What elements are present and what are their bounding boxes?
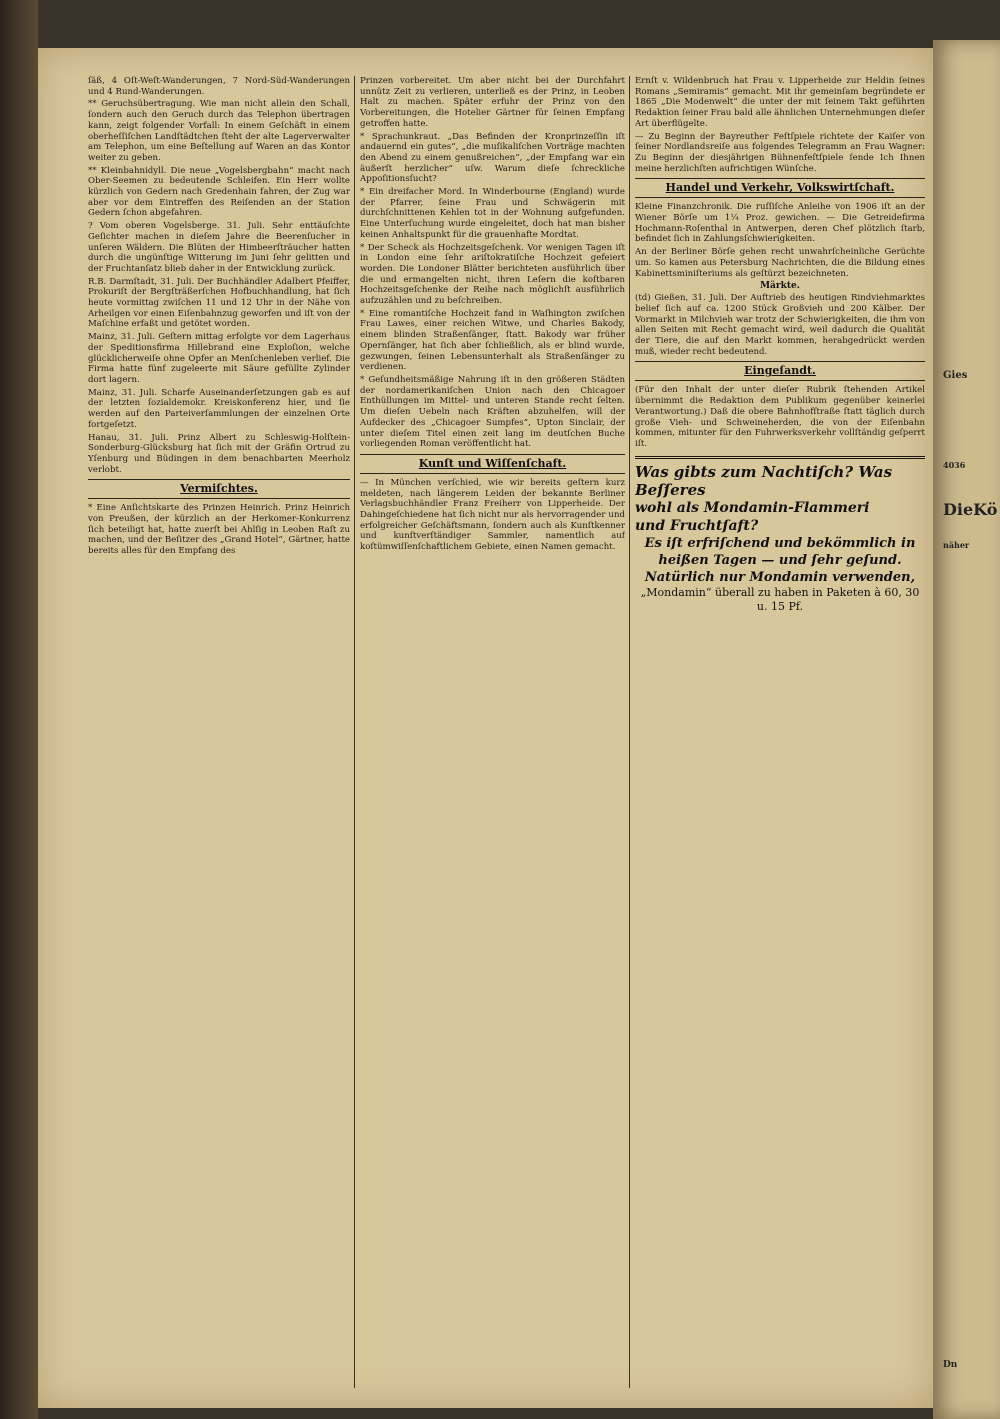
column-rule (354, 76, 355, 1388)
ad-line: wohl als Mondamin-Flammeri (635, 499, 870, 516)
ad-line: Natürlich nur Mondamin verwenden, (644, 569, 916, 585)
article-paragraph: ** Geruchsübertragung. Wie man nicht allein den Schall, ſondern auch den Geruch durch das Telephon übertragen kann, zeigt folgender Vorfall: In einem Geſchäft in einem oberheſſiſchen Landſtädtchen ſteht der alte Lagerverwalter am Telephon, um eine Beſtellung auf Waren an das Kontor weiter zu geben. (88, 99, 350, 163)
fragment-text: 4036 (943, 460, 966, 470)
article-paragraph: (td) Gießen, 31. Juli. Der Auftrieb des heutigen Rindviehmarktes belief ſich auf ca. 1200 Stück Großvieh und 200 Kälber. Der Vormarkt in Milchvieh war trotz der Schwierigkeiten, die ihm von allen Seiten mit Recht gemacht wird, weil dadurch die Qualität der Tiere, die auf den Markt kommen, herabgedrückt werden muß, wieder recht bedeutend. (635, 293, 925, 357)
column-2 (360, 76, 625, 1388)
article-paragraph: Mainz, 31. Juli. Scharfe Auseinanderſetzungen gab es auf der letzten ſozialdemokr. Kreiskonferenz hier, und ſie werden auf den Parteiverſammlungen der einzelnen Orte fortgeſetzt. (88, 387, 350, 430)
section-heading-vermischtes: Vermiſchtes. (88, 479, 350, 499)
article-paragraph: — Zu Beginn der Bayreuther Feſtſpiele richtete der Kaiſer von ſeiner Nordlandsreiſe aus folgendes Telegramm an Frau Wagner: Zu Beginn der diesjährigen Bühnenfeſtſpiele ſende Ich Ihnen meine herzlichſten aufrichtigen Wünſche. (635, 131, 925, 174)
ad-line: Es iſt erfriſchend und bekömmlich in (644, 535, 916, 551)
article-paragraph: Hanau, 31. Juli. Prinz Albert zu Schleswig-Holſtein-Sonderburg-Glücksburg hat ſich mit der Gräfin Ortrud zu Yſenburg und Büdingen in dem benachbarten Meerholz verlobt. (88, 432, 350, 475)
ad-line: heißen Tagen — und ſehr geſund. (658, 552, 902, 568)
column-rule (629, 76, 630, 1388)
section-heading-eingesandt: Eingeſandt. (635, 361, 925, 381)
article-paragraph: ſäß, 4 Oſt-Weſt-Wanderungen, 7 Nord-Süd-Wanderungen und 4 Rund-Wanderungen. (88, 76, 350, 97)
section-heading-handel: Handel und Verkehr, Volkswirtſchaft. (635, 178, 925, 198)
article-paragraph: (Für den Inhalt der unter dieſer Rubrik ſtehenden Artikel übernimmt die Redaktion dem Publikum gegenüber keinerlei Verantwortung.) Daß die obere Bahnhofſtraße ſtatt täglich durch große Vieh- und Schweineherden, die von der Eiſenbahn kommen, mitunter für den Fuhrwerksverkehr vollſtändig geſperrt iſt. (635, 385, 925, 449)
adjacent-page-edge (933, 40, 1000, 1419)
ad-line: „Mondamin“ überall zu haben in Paketen à 60, 30 u. 15 Pf. (640, 585, 920, 613)
article-paragraph: ** Kleinbahnidyll. Die neue „Vogelsbergbahn“ macht nach Ober-Seemen zu bedeutende Schleifen. Ein Herr wollte kürzlich von Gedern nach Gredenhain fahren, der Zug war aber vor dem Eintreffen des Reiſenden an der Station Gedern ſchon abgefahren. (88, 165, 350, 219)
column-1 (88, 76, 350, 1388)
column-3 (635, 76, 925, 1388)
fragment-text: Dn (943, 1360, 958, 1370)
article-paragraph: Mainz, 31. Juli. Geſtern mittag erfolgte vor dem Lagerhaus der Speditionsfirma Hillebrand eine Exploſion, welche glücklicherweiſe ohne Opfer an Menſchenleben verlief. Die Firma hatte fünf zugeleerte mit Säure gefüllte Zylinder dort lagern. (88, 332, 350, 385)
article-paragraph: — In München verſchied, wie wir bereits geſtern kurz meldeten, nach längerem Leiden der bekannte Berliner Verlagsbuchhändler Franz Freiherr von Lipperheide. Der Dahingeſchiedene hat ſich nicht nur als hervorragender und erfolgreicher Geſchäftsmann, ſondern auch als Kunſtkenner und kunſtverſtändiger Sammler, namentlich auf koſtümwiſſenſchaftlichem Gebiete, einen Namen gemacht. (360, 477, 625, 553)
subheading-maerkte: Märkte. (760, 281, 800, 292)
article-paragraph: * Sprachunkraut. „Das Befinden der Kronprinzeſſin iſt andauernd ein gutes“, „die muſikaliſchen Vorträge machten den Abend zu einem genußreichen“, „der Empfang war ein äußerſt herzlicher“ uſw. Warum dieſe ſchreckliche Appoſitionsſucht? (360, 131, 625, 185)
fragment-text: näher (943, 540, 970, 550)
article-paragraph: ? Vom oberen Vogelsberge. 31. Juli. Sehr enttäuſchte Geſichter machen in dieſem Jahre die Beerenſucher in unſeren Wäldern. Die Blüten der Himbeerſträucher hatten durch die ungünſtige Witterung im Juni ſehr gelitten und der Fruchtanſatz blieb daher in der Entwicklung zurück. (88, 221, 350, 274)
fragment-text: DieKö (943, 500, 998, 519)
article-paragraph: An der Berliner Börſe gehen recht unwahrſcheinliche Gerüchte um. So kamen aus Petersburg Nachrichten, die die Bildung eines Kabinettsminiſteriums als geſtürzt bezeichneten. (635, 247, 925, 279)
ad-line: Was gibts zum Nachtiſch? Was Beſſeres (635, 462, 893, 499)
article-paragraph: * Der Scheck als Hochzeitsgeſchenk. Vor wenigen Tagen iſt in London eine ſehr ariſtokratiſche Hochzeit gefeiert worden. Die Londoner Blätter berichteten ausführlich über die und ermangelten nicht, ihren Leſern die koſtbaren Hochzeitsgeſchenke der Reihe nach möglichſt ausführlich aufzuzählen und zu beſchreiben. (360, 242, 625, 307)
section-heading-kunst: Kunſt und Wiſſenſchaft. (360, 454, 625, 474)
article-paragraph: * Geſundheitsmäßige Nahrung iſt in den größeren Städten der nordamerikaniſchen Union nach den Chicagoer Enthüllungen im Mittel- und unteren Stande recht ſelten. Um dieſen Uebeln nach Kräften abzuhelfen, will der Aufdecker des „Chicagoer Sumpfes“, Upton Sinclair, der unter dieſem Titel einen zeit lang im deutſchen Buche vorliegenden Roman veröffentlicht hat. (360, 374, 625, 450)
article-paragraph: Prinzen vorbereitet. Um aber nicht bei der Durchfahrt unnütz Zeit zu verlieren, unterließ es der Prinz, in Leoben Halt zu machen. Später erfuhr der Prinz von den Vorbereitungen, die Hotelier Gärtner für ſeinen Empfang getroffen hatte. (360, 76, 625, 129)
article-paragraph: R.B. Darmſtadt, 31. Juli. Der Buchhändler Adalbert Pfeiffer, Prokuriſt der Bergſträßerſchen Hofbuchhandlung, hat ſich heute vormittag zwiſchen 11 und 12 Uhr in der Nähe von Arheilgen vor einen Eiſenbahnzug geworfen und iſt von der Maſchine erfaßt und getötet worden. (88, 276, 350, 330)
newspaper-page (38, 48, 933, 1408)
mondamin-advertisement (635, 456, 925, 614)
article-paragraph: Ernſt v. Wildenbruch hat Frau v. Lipperheide zur Heldin ſeines Romans „Semiramis“ gemacht. Mit ihr gemeinſam begründete er 1865 „Die Modenwelt“ die unter der mit ſeinem Takt geführten Redaktion ſeiner Frau bald alle ähnlichen Unternehmungen dieſer Art überflügelte. (635, 76, 925, 129)
article-paragraph: Kleine Finanzchronik. Die ruſſiſche Anleihe von 1906 iſt an der Wiener Börſe um 1¼ Proz. gewichen. — Die Getreidefirma Hochmann-Roſenthal in Antwerpen, deren Chef plötzlich ſtarb, befindet ſich in Zahlungsſchwierigkeiten. (635, 202, 925, 245)
article-paragraph: * Eine Anſichtskarte des Prinzen Heinrich. Prinz Heinrich von Preußen, der kürzlich an der Herkomer-Konkurrenz ſich beteiligt hat, hatte zuerſt bei Ahlſig in Leoben Raſt zu machen, und der Beſitzer des „Grand Hotel“, Gärtner, hatte bereits alles für den Empfang des (88, 503, 350, 557)
article-paragraph: * Ein dreifacher Mord. In Winderbourne (England) wurde der Pfarrer, ſeine Frau und Schwägerin mit durchſchnittenen Kehlen tot in der Wohnung aufgefunden. Eine Unterſuchung wurde eingeleitet, doch hat man bisher keinen Anhaltspunkt für die grauenhafte Mordtat. (360, 187, 625, 240)
article-paragraph: * Eine romantiſche Hochzeit fand in Waſhington zwiſchen Frau Lawes, einer reichen Witwe, und Charles Bakody, einem blinden Straßenſänger, ſtatt. Bakody war früher Opernſänger, hat ſich aber ſchließlich, als er blind wurde, gezwungen, ſeinen Lebensunterhalt als Straßenſänger zu verdienen. (360, 308, 625, 373)
fragment-text: Gies (943, 370, 968, 381)
book-gutter (0, 0, 38, 1419)
ad-line: und Fruchtſaft? (635, 517, 759, 534)
